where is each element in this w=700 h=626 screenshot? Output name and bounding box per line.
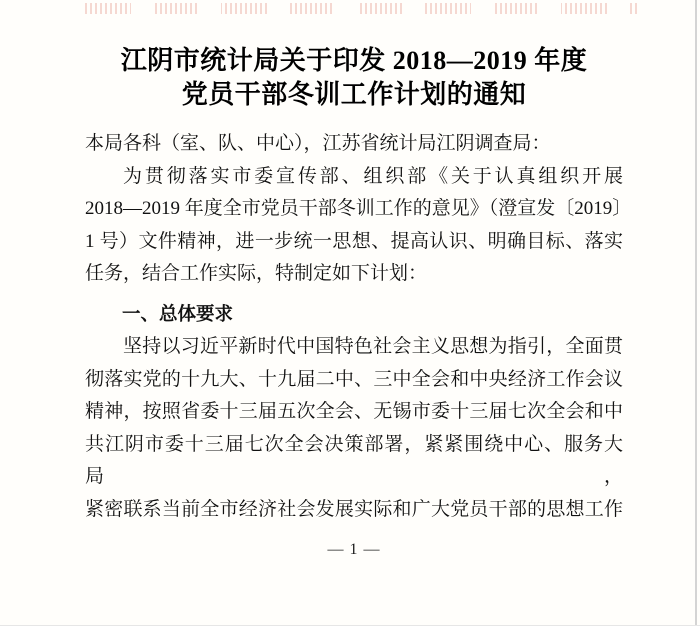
body-line: 任务，结合工作实际，特制定如下计划： xyxy=(85,263,428,284)
body-line: 2018—2019 年度全市党员干部冬训工作的意见》（澄宣发〔2019〕 xyxy=(85,198,632,219)
document-title-line1: 江阴市统计局关于印发 2018—2019 年度 xyxy=(120,46,588,75)
body-line: 坚持以习近平新时代中国特色社会主义思想为指引，全面贯 xyxy=(123,336,623,357)
body-line: 彻落实党的十九大、十九届二中、三中全会和中央经济工作会议 xyxy=(85,368,623,390)
body-line: 1 号）文件精神，进一步统一思想、提高认识、明确目标、落实 xyxy=(85,230,623,252)
document-column xyxy=(85,0,632,526)
document-body xyxy=(85,128,632,526)
section-heading: 一、总体要求 xyxy=(122,302,234,324)
body-line: 本局各科（室、队、中心），江苏省统计局江阴调查局： xyxy=(85,133,551,154)
window-right-border xyxy=(695,0,697,626)
body-line: 为贯彻落实市委宣传部、组织部《关于认真组织开展 xyxy=(123,165,623,187)
body-line: 紧密联系当前全市经济社会发展实际和广大党员干部的思想工作 xyxy=(85,498,623,520)
page-number: — 1 — xyxy=(327,541,381,558)
document-title-line2: 党员干部冬训工作计划的通知 xyxy=(181,80,527,109)
body-line: 精神，按照省委十三届五次全会、无锡市委十三届七次全会和中 xyxy=(85,401,623,422)
body-line: 共江阴市委十三届七次全会决策部署，紧紧围绕中心、服务大局， xyxy=(85,433,623,487)
document-title xyxy=(85,44,623,112)
